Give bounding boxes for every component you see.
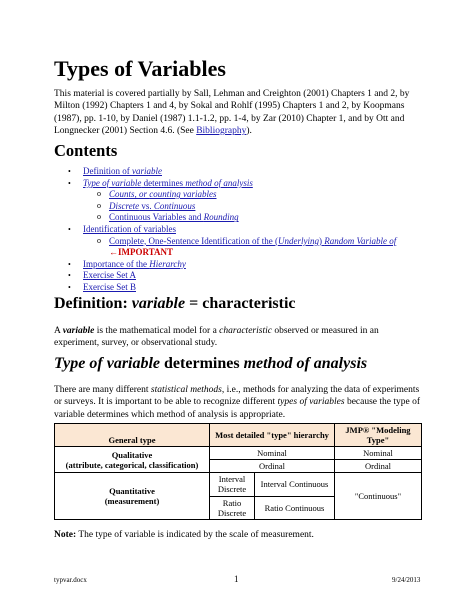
jmp-nominal-cell: Nominal: [335, 447, 422, 460]
jmp-ordinal-cell: Ordinal: [335, 460, 422, 473]
footer-page-number: 1: [234, 574, 239, 584]
header-jmp-modeling-type: JMP® "Modeling Type": [335, 424, 422, 447]
toc-item-identification[interactable]: • Identification of variables: [54, 224, 396, 236]
qualitative-cell: Qualitative (attribute, categorical, classification): [55, 447, 210, 473]
toc-item-counts[interactable]: o Counts, or counting variables: [54, 189, 396, 201]
contents-heading: Contents: [54, 141, 118, 160]
toc-item-exercise-b[interactable]: • Exercise Set B: [54, 282, 396, 294]
header-general-type: General type: [55, 424, 210, 447]
bibliography-link[interactable]: Bibliography: [196, 126, 247, 137]
nominal-cell: Nominal: [210, 447, 335, 460]
header-detailed-hierarchy: Most detailed "type" hierarchy: [210, 424, 335, 447]
jmp-continuous-cell: "Continuous": [335, 473, 422, 520]
toc-item-definition[interactable]: • Definition of variable: [54, 166, 396, 178]
interval-discrete-cell: Interval Discrete: [210, 473, 255, 497]
definition-heading: Definition: variable = characteristic: [54, 295, 296, 312]
toc-item-rounding[interactable]: o Continuous Variables and Rounding: [54, 212, 396, 224]
toc-item-hierarchy[interactable]: • Importance of the Hierarchy: [54, 259, 396, 271]
page-title: Types of Variables: [54, 56, 226, 81]
variable-types-table: [54, 423, 422, 520]
ratio-continuous-cell: Ratio Continuous: [255, 496, 335, 520]
toc-item-exercise-a[interactable]: • Exercise Set A: [54, 270, 396, 282]
ordinal-cell: Ordinal: [210, 460, 335, 473]
type-of-variable-paragraph: There are many different statistical methods, i.e., methods for analyzing the data of experiments or surveys. It is important to be able to recognize different types of variables because the type of variable determines which method of analysis is appropriate.: [54, 385, 421, 420]
table-of-contents: [54, 166, 396, 294]
footer-filename: typvar.docx: [54, 576, 87, 584]
table-row: [55, 473, 422, 497]
quantitative-cell: Quantitative (measurement): [55, 473, 210, 520]
interval-continuous-cell: Interval Continuous: [255, 473, 335, 497]
important-marker: ←IMPORTANT: [109, 247, 174, 258]
toc-item-type-of-variable[interactable]: • Type of variable determines method of analysis: [54, 178, 396, 190]
note-paragraph: Note: The type of variable is indicated by the scale of measurement.: [54, 530, 314, 540]
table-header-row: [55, 424, 422, 447]
toc-item-discrete-continuous[interactable]: o Discrete vs. Continuous: [54, 201, 396, 213]
toc-item-one-sentence[interactable]: o Complete, One-Sentence Identification of the (Underlying) Random Variable of: [54, 236, 396, 248]
table-row: [55, 447, 422, 460]
footer-date: 9/24/2013: [392, 576, 421, 584]
type-of-variable-heading: Type of variable determines method of analysis: [54, 355, 368, 372]
ratio-discrete-cell: Ratio Discrete: [210, 496, 255, 520]
definition-paragraph: A variable is the mathematical model for a characteristic observed or measured in an experiment, survey, or observational study.: [54, 326, 379, 349]
intro-paragraph: This material is covered partially by Sall, Lehman and Creighton (2001) Chapters 1 and 2, by Milton (1992) Chapters 1 and 4, by Sokal and Rohlf (1995) Chapters 1 and 2, by Koopmans (1987), pp. 1-10, by Daniel (1987) 1.1-1.2, pp. 1-4, by Zar (2010) Chapter 1, and by Ott and Longnecker (2001) Section 4.6. (See Bibliography).: [54, 89, 410, 137]
